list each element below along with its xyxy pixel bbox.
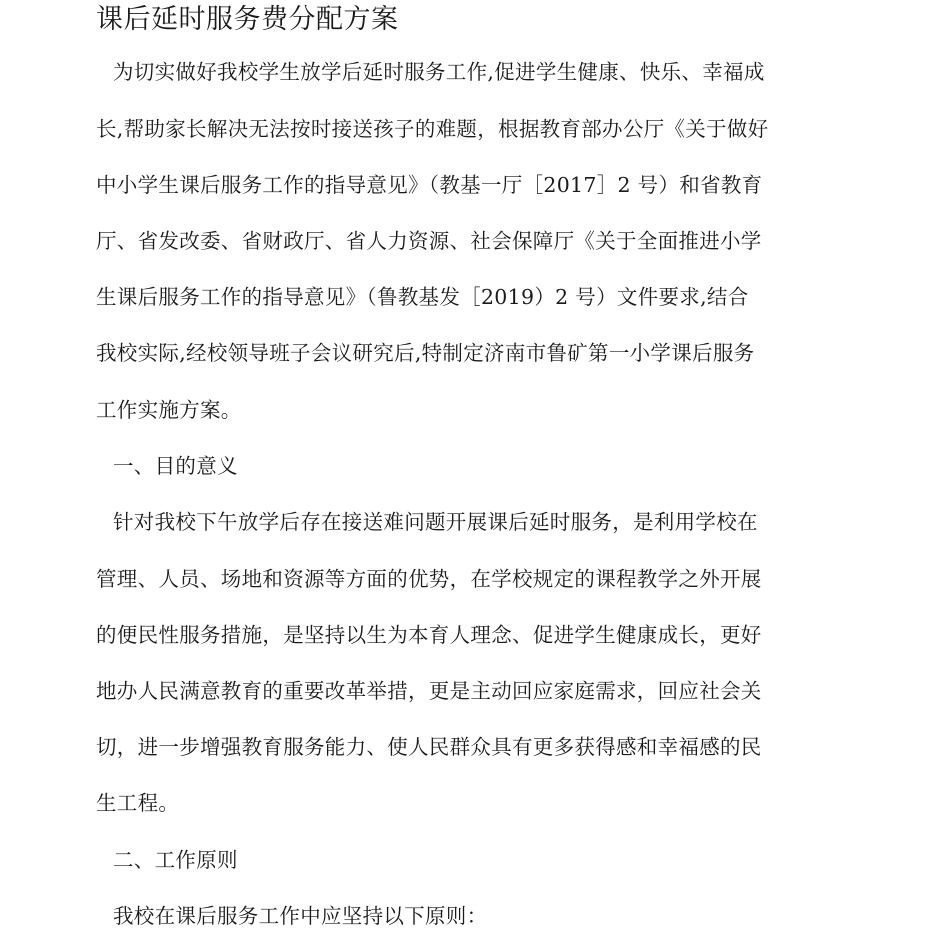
paragraph-line: 的便民性服务措施，是坚持以生为本育人理念、促进学生健康成长，更好 bbox=[96, 623, 762, 647]
paragraph-line: 我校在课后服务工作中应坚持以下原则： bbox=[113, 904, 488, 928]
paragraph-line: 生工程。 bbox=[96, 791, 180, 815]
paragraph-line: 管理、人员、场地和资源等方面的优势，在学校规定的课程教学之外开展 bbox=[96, 567, 762, 591]
paragraph-line: 为切实做好我校学生放学后延时服务工作,促进学生健康、快乐、幸福成 bbox=[113, 60, 765, 84]
document-title: 课后延时服务费分配方案 bbox=[96, 4, 399, 35]
paragraph-line: 我校实际,经校领导班子会议研究后,特制定济南市鲁矿第一小学课后服务 bbox=[96, 341, 755, 365]
paragraph-line: 切，进一步增强教育服务能力、使人民群众具有更多获得感和幸福感的民 bbox=[96, 735, 762, 759]
paragraph-line: 中小学生课后服务工作的指导意见》（教基一厅［2017］2 号）和省教育 bbox=[96, 173, 763, 197]
paragraph-line: 针对我校下午放学后存在接送难问题开展课后延时服务，是利用学校在 bbox=[113, 510, 758, 534]
paragraph-line: 生课后服务工作的指导意见》（鲁教基发［2019）2 号）文件要求,结合 bbox=[96, 285, 749, 309]
paragraph-line: 长,帮助家长解决无法按时接送孩子的难题，根据教育部办公厅《关于做好 bbox=[96, 117, 769, 141]
paragraph-line: 厅、省发改委、省财政厅、省人力资源、社会保障厅《关于全面推进小学 bbox=[96, 229, 762, 253]
paragraph-line: 地办人民满意教育的重要改革举措，更是主动回应家庭需求，回应社会关 bbox=[96, 679, 762, 703]
section-heading: 二、工作原则 bbox=[113, 848, 238, 872]
section-heading: 一、目的意义 bbox=[113, 454, 238, 478]
paragraph-line: 工作实施方案。 bbox=[96, 398, 242, 422]
